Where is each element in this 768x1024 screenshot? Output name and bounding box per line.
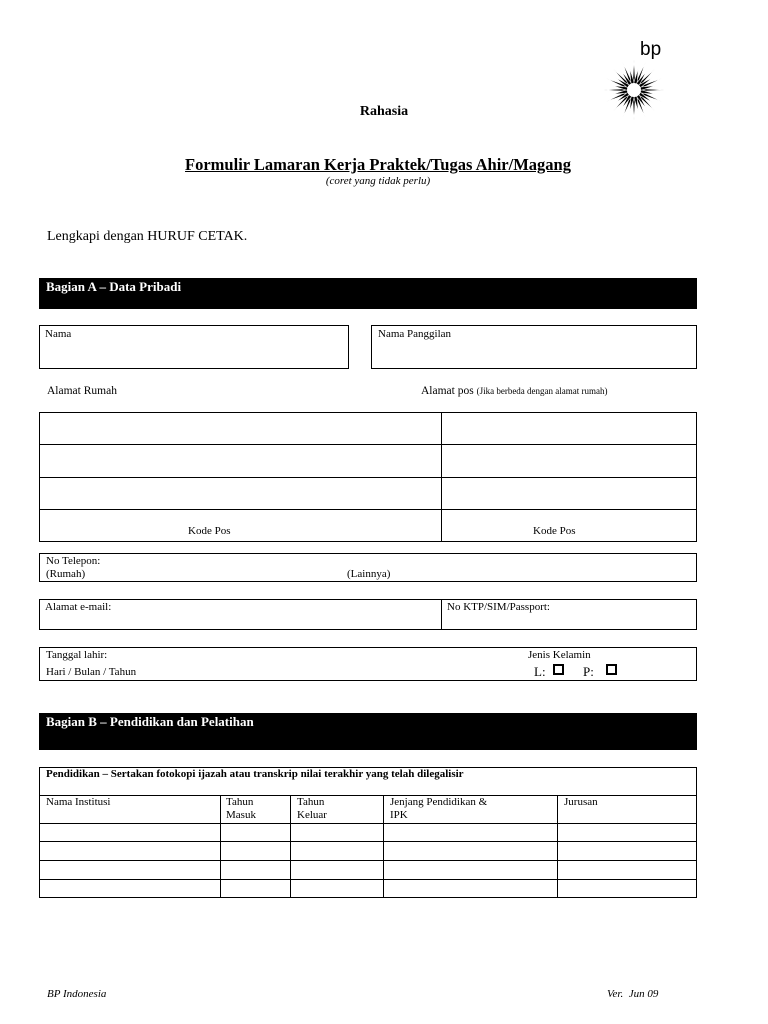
education-cell-jurusan-3[interactable]: [558, 861, 696, 879]
gender-l-label: L:: [534, 664, 546, 679]
kode-pos-rumah-label: Kode Pos: [188, 525, 231, 537]
alamat-pos-text: Alamat pos: [421, 385, 474, 397]
alamat-rumah-label: Alamat Rumah: [47, 385, 117, 397]
education-cell-tahun-masuk-4[interactable]: [221, 880, 290, 897]
col-jenjang-line2: IPK: [390, 809, 408, 821]
education-cell-tahun-keluar-3[interactable]: [291, 861, 383, 879]
col-jenjang-line1: Jenjang Pendidikan &: [390, 796, 488, 808]
no-telepon-field[interactable]: [39, 553, 697, 582]
email-field[interactable]: [40, 600, 441, 629]
alamat-rumah-line-1[interactable]: [40, 413, 441, 444]
tanggal-lahir-row: [39, 647, 697, 681]
bp-logo-text: bp: [640, 39, 662, 60]
email-label: Alamat e-mail:: [45, 601, 112, 613]
education-cell-jurusan-4[interactable]: [558, 880, 696, 897]
col-tahun-masuk-line1: Tahun: [226, 796, 254, 808]
alamat-pos-note: (Jika berbeda dengan alamat rumah): [476, 386, 608, 396]
education-cell-tahun-masuk-3[interactable]: [221, 861, 290, 879]
form-subtitle: (coret yang tidak perlu): [325, 175, 431, 187]
education-cell-nama-institusi-4[interactable]: [40, 880, 220, 897]
education-cell-nama-institusi-2[interactable]: [40, 842, 220, 860]
education-cell-nama-institusi-3[interactable]: [40, 861, 220, 879]
alamat-pos-label: [421, 385, 608, 398]
education-cell-tahun-masuk-2[interactable]: [221, 842, 290, 860]
instruction-text: Lengkapi dengan HURUF CETAK.: [47, 229, 248, 244]
gender-l-checkbox[interactable]: [553, 664, 564, 675]
col-tahun-keluar-line1: Tahun: [297, 796, 325, 808]
footer-version: Ver. Jun 09: [607, 988, 659, 1000]
kode-pos-alamat-pos-label: Kode Pos: [533, 525, 576, 537]
classification-label: Rahasia: [359, 104, 409, 119]
col-nama-institusi: Nama Institusi: [46, 796, 111, 808]
section-b-header: Bagian B – Pendidikan dan Pelatihan: [39, 713, 697, 750]
tanggal-lahir-label: Tanggal lahir:: [46, 649, 108, 661]
address-row-line: [39, 509, 697, 510]
alamat-rumah-line-3[interactable]: [40, 478, 441, 509]
col-tahun-masuk-line2: Masuk: [226, 809, 256, 821]
no-telepon-label: No Telepon:: [46, 555, 101, 567]
form-title: Formulir Lamaran Kerja Praktek/Tugas Ahir/Magang: [185, 155, 571, 174]
nama-field[interactable]: [39, 325, 349, 369]
education-cell-tahun-keluar-1[interactable]: [291, 824, 383, 841]
education-cell-nama-institusi-1[interactable]: [40, 824, 220, 841]
alamat-pos-line-3[interactable]: [442, 478, 696, 509]
education-cell-jurusan-2[interactable]: [558, 842, 696, 860]
education-cell-jenjang-ipk-2[interactable]: [384, 842, 557, 860]
alamat-pos-line-1[interactable]: [442, 413, 696, 444]
col-jurusan: Jurusan: [564, 796, 598, 808]
nama-panggilan-label: Nama Panggilan: [378, 328, 452, 340]
jenis-kelamin-label: Jenis Kelamin: [528, 649, 591, 661]
alamat-pos-line-2[interactable]: [442, 445, 696, 477]
education-cell-jenjang-ipk-1[interactable]: [384, 824, 557, 841]
alamat-rumah-line-2[interactable]: [40, 445, 441, 477]
col-tahun-keluar-line2: Keluar: [297, 809, 327, 821]
ktp-field[interactable]: [442, 600, 696, 629]
education-cell-jurusan-1[interactable]: [558, 824, 696, 841]
telepon-rumah-label: (Rumah): [46, 568, 86, 580]
gender-p-label: P:: [583, 664, 594, 679]
education-cell-tahun-keluar-2[interactable]: [291, 842, 383, 860]
ktp-label: No KTP/SIM/Passport:: [447, 601, 550, 613]
education-cell-jenjang-ipk-4[interactable]: [384, 880, 557, 897]
gender-p-checkbox[interactable]: [606, 664, 617, 675]
section-a-header: Bagian A – Data Pribadi: [39, 278, 697, 309]
footer-company: BP Indonesia: [47, 988, 107, 1000]
education-cell-tahun-keluar-4[interactable]: [291, 880, 383, 897]
education-cell-tahun-masuk-1[interactable]: [221, 824, 290, 841]
telepon-lainnya-label: (Lainnya): [347, 568, 391, 580]
education-table-title: Pendidikan – Sertakan fotokopi ijazah atau transkrip nilai terakhir yang telah dilegalisir: [46, 768, 464, 780]
hari-bulan-tahun-label: Hari / Bulan / Tahun: [46, 666, 137, 678]
education-cell-jenjang-ipk-3[interactable]: [384, 861, 557, 879]
education-table-line: [39, 795, 697, 796]
nama-panggilan-field[interactable]: [371, 325, 697, 369]
nama-label: Nama: [45, 328, 72, 340]
